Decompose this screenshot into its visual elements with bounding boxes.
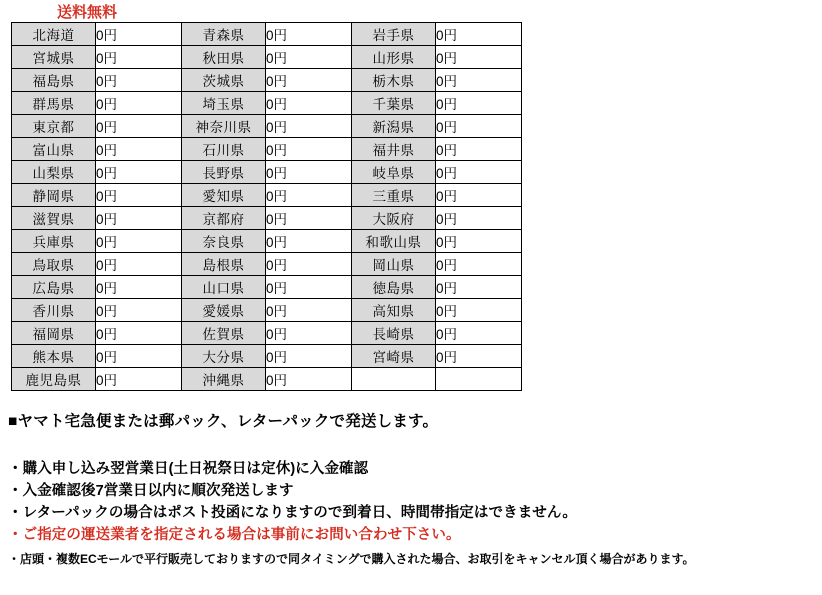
prefecture-cell: 山口県 [182,276,266,299]
note-line-5-cancellation: ・店頭・複数ECモールで平行販売しておりますので同タイミングで購入された場合、お取引をキャンセル頂く場合があります。 [8,552,695,566]
prefecture-cell: 静岡県 [12,184,96,207]
price-cell: 0円 [436,46,522,69]
price-cell: 0円 [266,276,352,299]
price-cell: 0円 [436,69,522,92]
shipping-fee-table-wrapper [11,22,522,391]
price-cell: 0円 [266,368,352,391]
prefecture-cell: 滋賀県 [12,207,96,230]
price-cell: 0円 [96,138,182,161]
prefecture-cell: 宮崎県 [352,345,436,368]
note-line-1: ・購入申し込み翌営業日(土日祝祭日は定休)に入金確認 [8,461,369,477]
price-cell: 0円 [96,230,182,253]
price-cell: 0円 [436,322,522,345]
table-row [12,92,522,115]
prefecture-cell: 三重県 [352,184,436,207]
price-cell: 0円 [96,92,182,115]
table-row [12,46,522,69]
prefecture-cell: 長野県 [182,161,266,184]
table-row [12,161,522,184]
price-cell: 0円 [266,23,352,46]
price-cell: 0円 [266,184,352,207]
price-cell: 0円 [266,115,352,138]
price-cell: 0円 [266,92,352,115]
price-cell-empty [436,368,522,391]
prefecture-cell: 埼玉県 [182,92,266,115]
shipping-notes [8,412,814,580]
prefecture-cell: 大分県 [182,345,266,368]
price-cell: 0円 [96,161,182,184]
table-row [12,138,522,161]
price-cell: 0円 [96,184,182,207]
price-cell: 0円 [436,23,522,46]
prefecture-cell: 茨城県 [182,69,266,92]
table-row [12,276,522,299]
prefecture-cell: 高知県 [352,299,436,322]
table-row [12,299,522,322]
table-row [12,69,522,92]
price-cell: 0円 [266,69,352,92]
prefecture-cell: 福岡県 [12,322,96,345]
table-row [12,207,522,230]
price-cell: 0円 [96,322,182,345]
prefecture-cell: 兵庫県 [12,230,96,253]
prefecture-cell: 秋田県 [182,46,266,69]
price-cell: 0円 [96,115,182,138]
price-cell: 0円 [96,299,182,322]
price-cell: 0円 [436,92,522,115]
shipping-fee-table-body [12,23,522,391]
price-cell: 0円 [96,46,182,69]
prefecture-cell: 福島県 [12,69,96,92]
price-cell: 0円 [436,207,522,230]
prefecture-cell: 宮城県 [12,46,96,69]
prefecture-cell: 山梨県 [12,161,96,184]
prefecture-cell: 広島県 [12,276,96,299]
prefecture-cell: 和歌山県 [352,230,436,253]
prefecture-cell: 香川県 [12,299,96,322]
price-cell: 0円 [266,253,352,276]
price-cell: 0円 [436,276,522,299]
note-line-2: ・入金確認後7営業日以内に順次発送します [8,483,294,499]
note-line-3: ・レターパックの場合はポスト投函になりますので到着日、時間帯指定はできません。 [8,505,577,521]
price-cell: 0円 [266,138,352,161]
price-cell: 0円 [96,276,182,299]
price-cell: 0円 [436,299,522,322]
table-row [12,368,522,391]
free-shipping-heading: 送料無料 [57,4,118,21]
prefecture-cell: 石川県 [182,138,266,161]
prefecture-cell: 大阪府 [352,207,436,230]
prefecture-cell: 岐阜県 [352,161,436,184]
price-cell: 0円 [96,368,182,391]
prefecture-cell: 岩手県 [352,23,436,46]
prefecture-cell: 青森県 [182,23,266,46]
price-cell: 0円 [436,138,522,161]
price-cell: 0円 [436,253,522,276]
shipping-fee-table [11,22,522,391]
prefecture-cell: 鹿児島県 [12,368,96,391]
price-cell: 0円 [436,230,522,253]
prefecture-cell: 鳥取県 [12,253,96,276]
prefecture-cell: 愛媛県 [182,299,266,322]
prefecture-cell: 群馬県 [12,92,96,115]
price-cell: 0円 [436,184,522,207]
price-cell: 0円 [266,207,352,230]
prefecture-cell: 島根県 [182,253,266,276]
prefecture-cell: 熊本県 [12,345,96,368]
price-cell: 0円 [436,161,522,184]
price-cell: 0円 [96,207,182,230]
prefecture-cell: 長崎県 [352,322,436,345]
prefecture-cell: 山形県 [352,46,436,69]
price-cell: 0円 [266,46,352,69]
note-heading: ■ヤマト宅急便または郵パック、レターパックで発送します。 [8,413,439,430]
prefecture-cell: 奈良県 [182,230,266,253]
price-cell: 0円 [96,23,182,46]
price-cell: 0円 [96,253,182,276]
prefecture-cell-empty [352,368,436,391]
price-cell: 0円 [266,230,352,253]
prefecture-cell: 佐賀県 [182,322,266,345]
price-cell: 0円 [266,322,352,345]
prefecture-cell: 東京都 [12,115,96,138]
price-cell: 0円 [266,299,352,322]
prefecture-cell: 神奈川県 [182,115,266,138]
prefecture-cell: 栃木県 [352,69,436,92]
price-cell: 0円 [436,345,522,368]
note-line-4-carrier-request: ・ご指定の運送業者を指定される場合は事前にお問い合わせ下さい。 [8,527,461,543]
prefecture-cell: 北海道 [12,23,96,46]
price-cell: 0円 [96,345,182,368]
price-cell: 0円 [266,345,352,368]
prefecture-cell: 愛知県 [182,184,266,207]
table-row [12,184,522,207]
price-cell: 0円 [436,115,522,138]
table-row [12,230,522,253]
table-row [12,115,522,138]
table-row [12,23,522,46]
prefecture-cell: 沖縄県 [182,368,266,391]
prefecture-cell: 徳島県 [352,276,436,299]
prefecture-cell: 千葉県 [352,92,436,115]
table-row [12,253,522,276]
price-cell: 0円 [266,161,352,184]
table-row [12,345,522,368]
prefecture-cell: 岡山県 [352,253,436,276]
prefecture-cell: 富山県 [12,138,96,161]
prefecture-cell: 新潟県 [352,115,436,138]
prefecture-cell: 京都府 [182,207,266,230]
table-row [12,322,522,345]
price-cell: 0円 [96,69,182,92]
prefecture-cell: 福井県 [352,138,436,161]
